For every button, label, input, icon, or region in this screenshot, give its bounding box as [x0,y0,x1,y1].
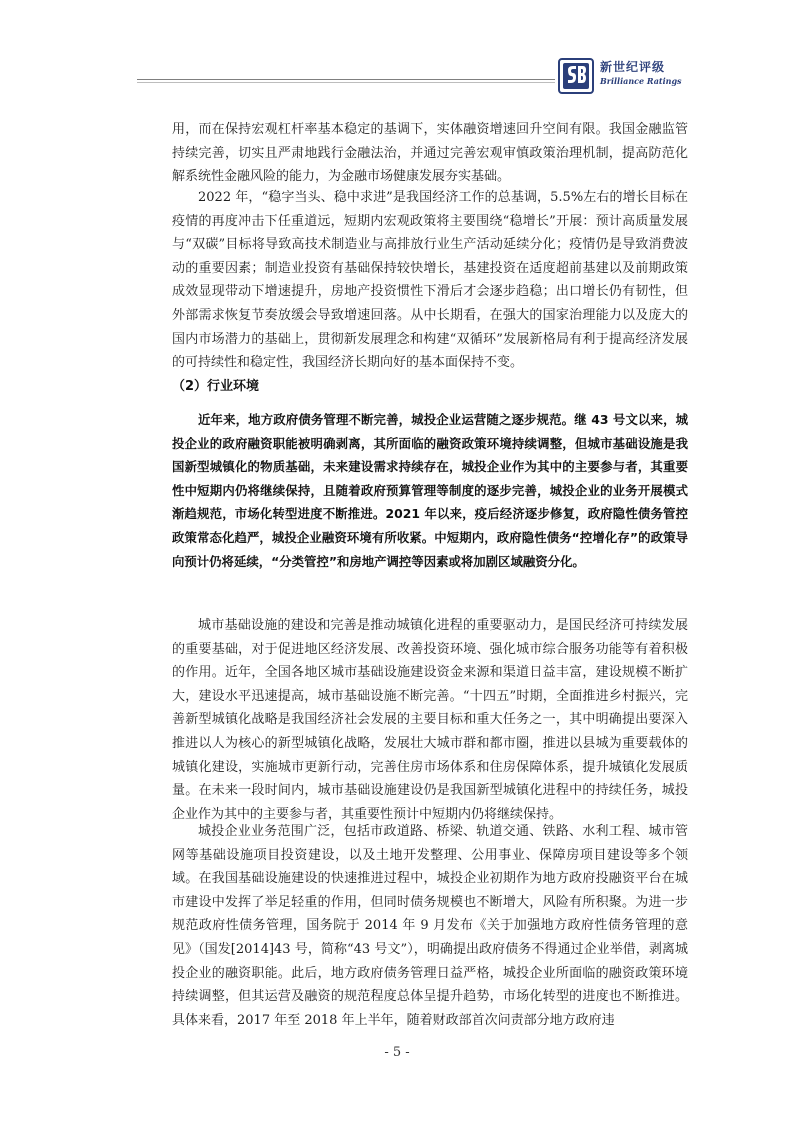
brand-name-cn: 新世纪评级 [600,60,666,74]
header-rule-secondary [137,82,555,83]
paragraph-financial-regulation: 用，而在保持宏观杠杆率基本稳定的基调下，实体融资增速回升空间有限。我国金融监管持续完善，切实且严肃地践行金融法治，并通过完善宏观审慎政策治理机制，提高防范化解系统性金融风险的能力，为金融市场健康发展夯实基础。 [172,122,688,185]
paragraph-industry-summary: 近年来，地方政府债务管理不断完善，城投企业运营随之逐步规范。继 43 号文以来，城投企业的政府融资职能被明确剥离，其所面临的融资政策环境持续调整，但城市基础设施是我国新型城镇化的物质基础，未来建设需求持续存在，城投企业作为其中的主要参与者，其重要性中短期内仍将继续保持，且随着政府预算管理等制度的逐步完善，城投企业的业务开展模式渐趋规范，市场化转型进度不断推进。2021 年以来，疫后经济逐步修复，政府隐性债务管控政策常态化趋严，城投企业融资环境有所收紧。中短期内，政府隐性债务“控增化存”的政策导向预计仍将延续，“分类管控”和房地产调控等因素或将加剧区域融资分化。 [172,412,688,569]
sb-logo-icon [558,58,594,94]
brand-name-en: Brilliance Ratings [600,76,682,86]
header-rule [137,79,555,80]
paragraph-lgfv-business: 城投企业业务范围广泛，包括市政道路、桥梁、轨道交通、铁路、水利工程、城市管网等基础设施项目投资建设，以及土地开发整理、公用事业、保障房项目建设等多个领域。在我国基础设施建设的快速推进过程中，城投企业初期作为地方政府投融资平台在城市建设中发挥了举足轻重的作用，但同时债务规模也不断增大，风险有所积聚。为进一步规范政府性债务管理，国务院于 2014 年 9 月发布《关于加强地方政府性债务管理的意见》（国发[2014]43 号，简称“43 号文”），明确提出政府债务不得通过企业举借，剥离城投企业的融资职能。此后，地方政府债务管理日益严格，城投企业所面临的融资政策环境持续调整，但其运营及融资的规范程度总体呈提升趋势，市场化转型的进度也不断推进。具体来看，2017 年至 2018 年上半年，随着财政部首次问责部分地方政府违 [172,824,688,1028]
paragraph-urban-infrastructure: 城市基础设施的建设和完善是推动城镇化进程的重要驱动力，是国民经济可持续发展的重要基础，对于促进地区经济发展、改善投资环境、强化城市综合服务功能等有着积极的作用。近年，全国各地区城市基础设施建设资金来源和渠道日益丰富，建设规模不断扩大，建设水平迅速提高，城市基础设施不断完善。“十四五”时期，全面推进乡村振兴，完善新型城镇化战略是我国经济社会发展的主要目标和重大任务之一，其中明确提出要深入推进以人为核心的新型城镇化战略，发展壮大城市群和都市圈，推进以县城为重要载体的城镇化建设，实施城市更新行动，完善住房市场体系和住房保障体系，提升城镇化发展质量。在未来一段时间内，城市基础设施建设仍是我国新型城镇化进程中的持续任务，城投企业作为其中的主要参与者，其重要性预计中短期内仍将继续保持。 [172,618,688,822]
paragraph-2022-outlook: 2022 年，“稳字当头、稳中求进”是我国经济工作的总基调，5.5%左右的增长目标在疫情的再度冲击下任重道远，短期内宏观政策将主要围绕“稳增长”开展：预计高质量发展与“双碳”目标将导致高技术制造业与高排放行业生产活动延续分化；疫情仍是导致消费波动的重要因素；制造业投资有基础保持较快增长，基建投资在适度超前基建以及前期政策成效显现带动下增速提升，房地产投资惯性下滑后才会逐步趋稳；出口增长仍有韧性，但外部需求恢复节奏放缓会导致增速回落。从中长期看，在强大的国家治理能力以及庞大的国内市场潜力的基础上，贯彻新发展理念和构建“双循环”发展新格局有利于提高经济发展的可持续性和稳定性，我国经济长期向好的基本面保持不变。 [172,190,688,371]
section-heading-industry: （2）行业环境 [172,379,260,394]
page-number: - 5 - [384,1045,410,1060]
